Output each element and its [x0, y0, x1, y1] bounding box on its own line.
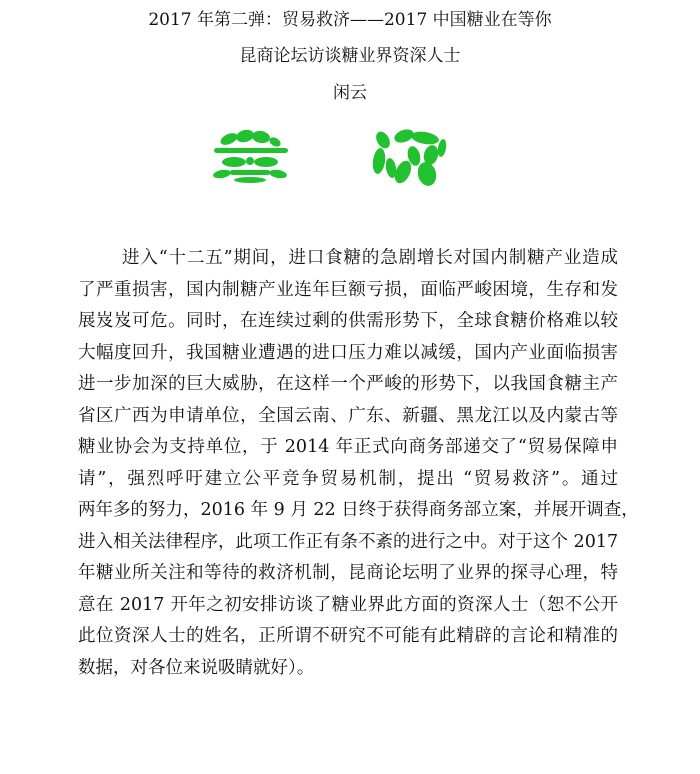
body-line: 省区广西为申请单位，全国云南、广东、新疆、黑龙江以及内蒙古等	[78, 405, 618, 426]
body-line: 进入相关法律程序，此项工作正有条不紊的进行之中。对于这个 2017	[78, 531, 619, 552]
body-line: 意在 2017 开年之初安排访谈了糖业界此方面的资深人士（恕不公开	[78, 594, 618, 615]
body-line: 请”，强烈呼吁建立公平竞争贸易机制，提出 “贸易救济”。通过	[78, 468, 618, 489]
body-line: 了严重损害，国内制糖产业连年巨额亏损，面临严峻困境，生存和发	[78, 279, 618, 300]
body-line: 大幅度回升，我国糖业遭遇的进口压力难以减缓，国内产业面临损害	[78, 342, 618, 363]
article-title: 2017 年第二弹：贸易救济——2017 中国糖业在等你	[148, 10, 552, 30]
cross-ovals-logo-icon	[369, 128, 449, 192]
body-line: 数据，对各位来说吸睛就好）。	[78, 657, 315, 678]
article-body	[78, 243, 639, 684]
body-line: 两年多的努力，2016 年 9 月 22 日终于获得商务部立案，并展开调查，	[78, 500, 639, 520]
body-line: 糖业协会为支持单位，于 2014 年正式向商务部递交了“贸易保障申	[78, 437, 618, 457]
body-line: 进入“十二五”期间，进口食糖的急剧增长对国内制糖产业造成	[122, 248, 618, 268]
body-line: 展岌岌可危。同时，在连续过剩的供需形势下，全球食糖价格难以较	[78, 311, 618, 331]
article-author: 闲云	[333, 83, 367, 103]
body-line: 此位资深人士的姓名，正所谓不研究不可能有此精辟的言论和精准的	[78, 626, 618, 646]
article-subtitle: 昆商论坛访谈糖业界资深人士	[239, 46, 461, 66]
body-line: 进一步加深的巨大威胁，在这样一个严峻的形势下，以我国食糖主产	[78, 374, 618, 394]
stacked-ovals-logo-icon	[212, 128, 292, 188]
body-line: 年糖业所关注和等待的救济机制，昆商论坛明了业界的探寻心理，特	[78, 563, 618, 583]
